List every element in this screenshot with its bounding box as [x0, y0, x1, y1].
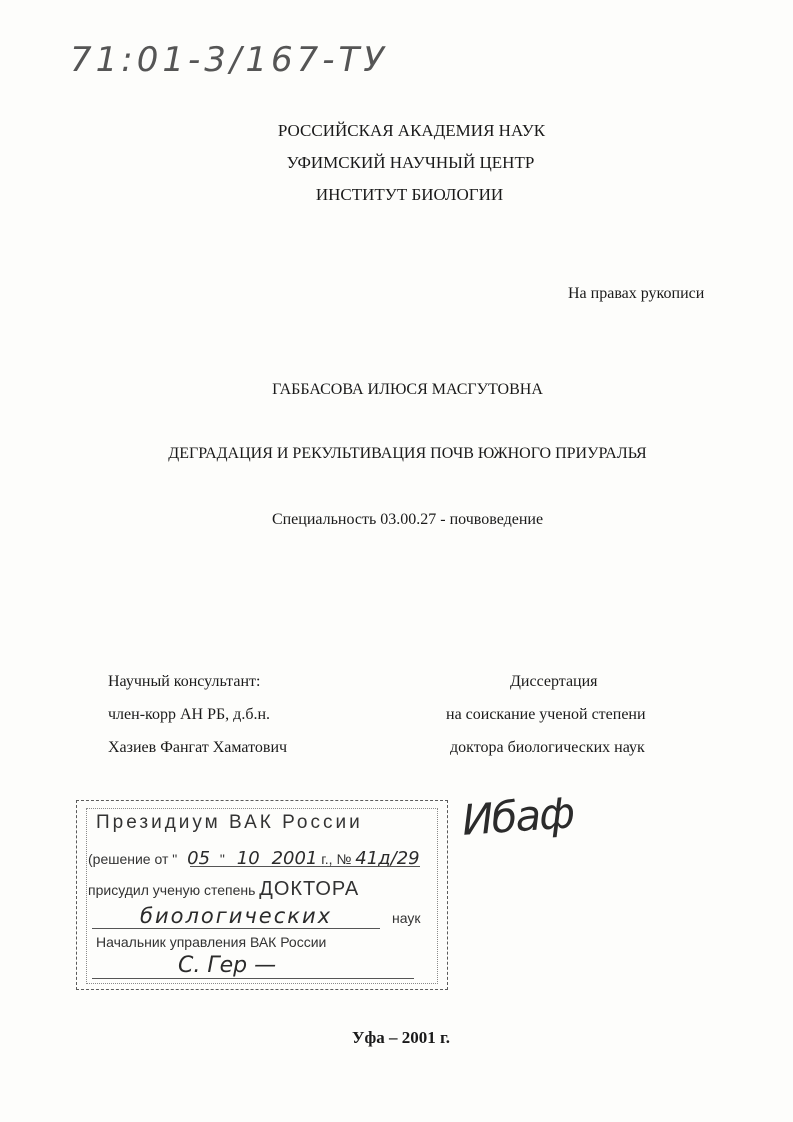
stamp-science-suffix: наук — [392, 910, 421, 926]
dissertation-degree-line: на соискание ученой степени — [446, 706, 646, 723]
stamp-month: 10 — [236, 848, 260, 869]
stamp-science-field: биологических — [140, 904, 333, 928]
stamp-year: 2001 — [271, 848, 318, 869]
dissertation-field: доктора биологических наук — [450, 739, 645, 756]
header-academy: РОССИЙСКАЯ АКАДЕМИЯ НАУК — [277, 121, 546, 140]
author-signature: Ибаф — [460, 788, 575, 845]
consultant-position: член-корр АН РБ, д.б.н. — [108, 706, 271, 723]
stamp-number: 41д/29 — [355, 848, 420, 869]
stamp-signature-underline — [92, 978, 414, 979]
consultant-label: Научный консультант: — [108, 673, 261, 690]
archive-number: 71:01-3/167-ТУ — [70, 40, 388, 80]
dissertation-title: ДЕГРАДАЦИЯ И РЕКУЛЬТИВАЦИЯ ПОЧВ ЮЖНОГО ПРИУРАЛЬЯ — [168, 445, 647, 462]
header-center: УФИМСКИЙ НАУЧНЫЙ ЦЕНТР — [286, 153, 535, 172]
stamp-day: 05 — [187, 848, 211, 869]
stamp-head-title: Начальник управления ВАК России — [96, 934, 327, 950]
stamp-awarded-line — [88, 878, 359, 901]
stamp-awarded-prefix: присудил ученую степень — [88, 882, 256, 898]
stamp-decision-prefix: (решение от " — [88, 851, 178, 867]
dissertation-label: Диссертация — [510, 673, 598, 690]
city-year: Уфа – 2001 г. — [352, 1028, 451, 1047]
author-name: ГАББАСОВА ИЛЮСЯ МАСГУТОВНА — [272, 381, 543, 398]
stamp-year-suffix: г., № — [321, 851, 352, 867]
stamp-title: Президиум ВАК России — [96, 812, 363, 833]
stamp-decision-underline — [190, 866, 420, 867]
header-institute: ИНСТИТУТ БИОЛОГИИ — [315, 185, 504, 204]
stamp-head-signature: С. Гер — — [178, 953, 277, 978]
stamp-science-underline — [92, 928, 380, 929]
stamp-degree: ДОКТОРА — [259, 878, 360, 900]
consultant-name: Хазиев Фангат Хаматович — [108, 739, 288, 756]
stamp-mid-quote: " — [219, 851, 225, 867]
rights-note: На правах рукописи — [568, 285, 705, 302]
specialty: Специальность 03.00.27 - почвоведение — [271, 511, 544, 528]
